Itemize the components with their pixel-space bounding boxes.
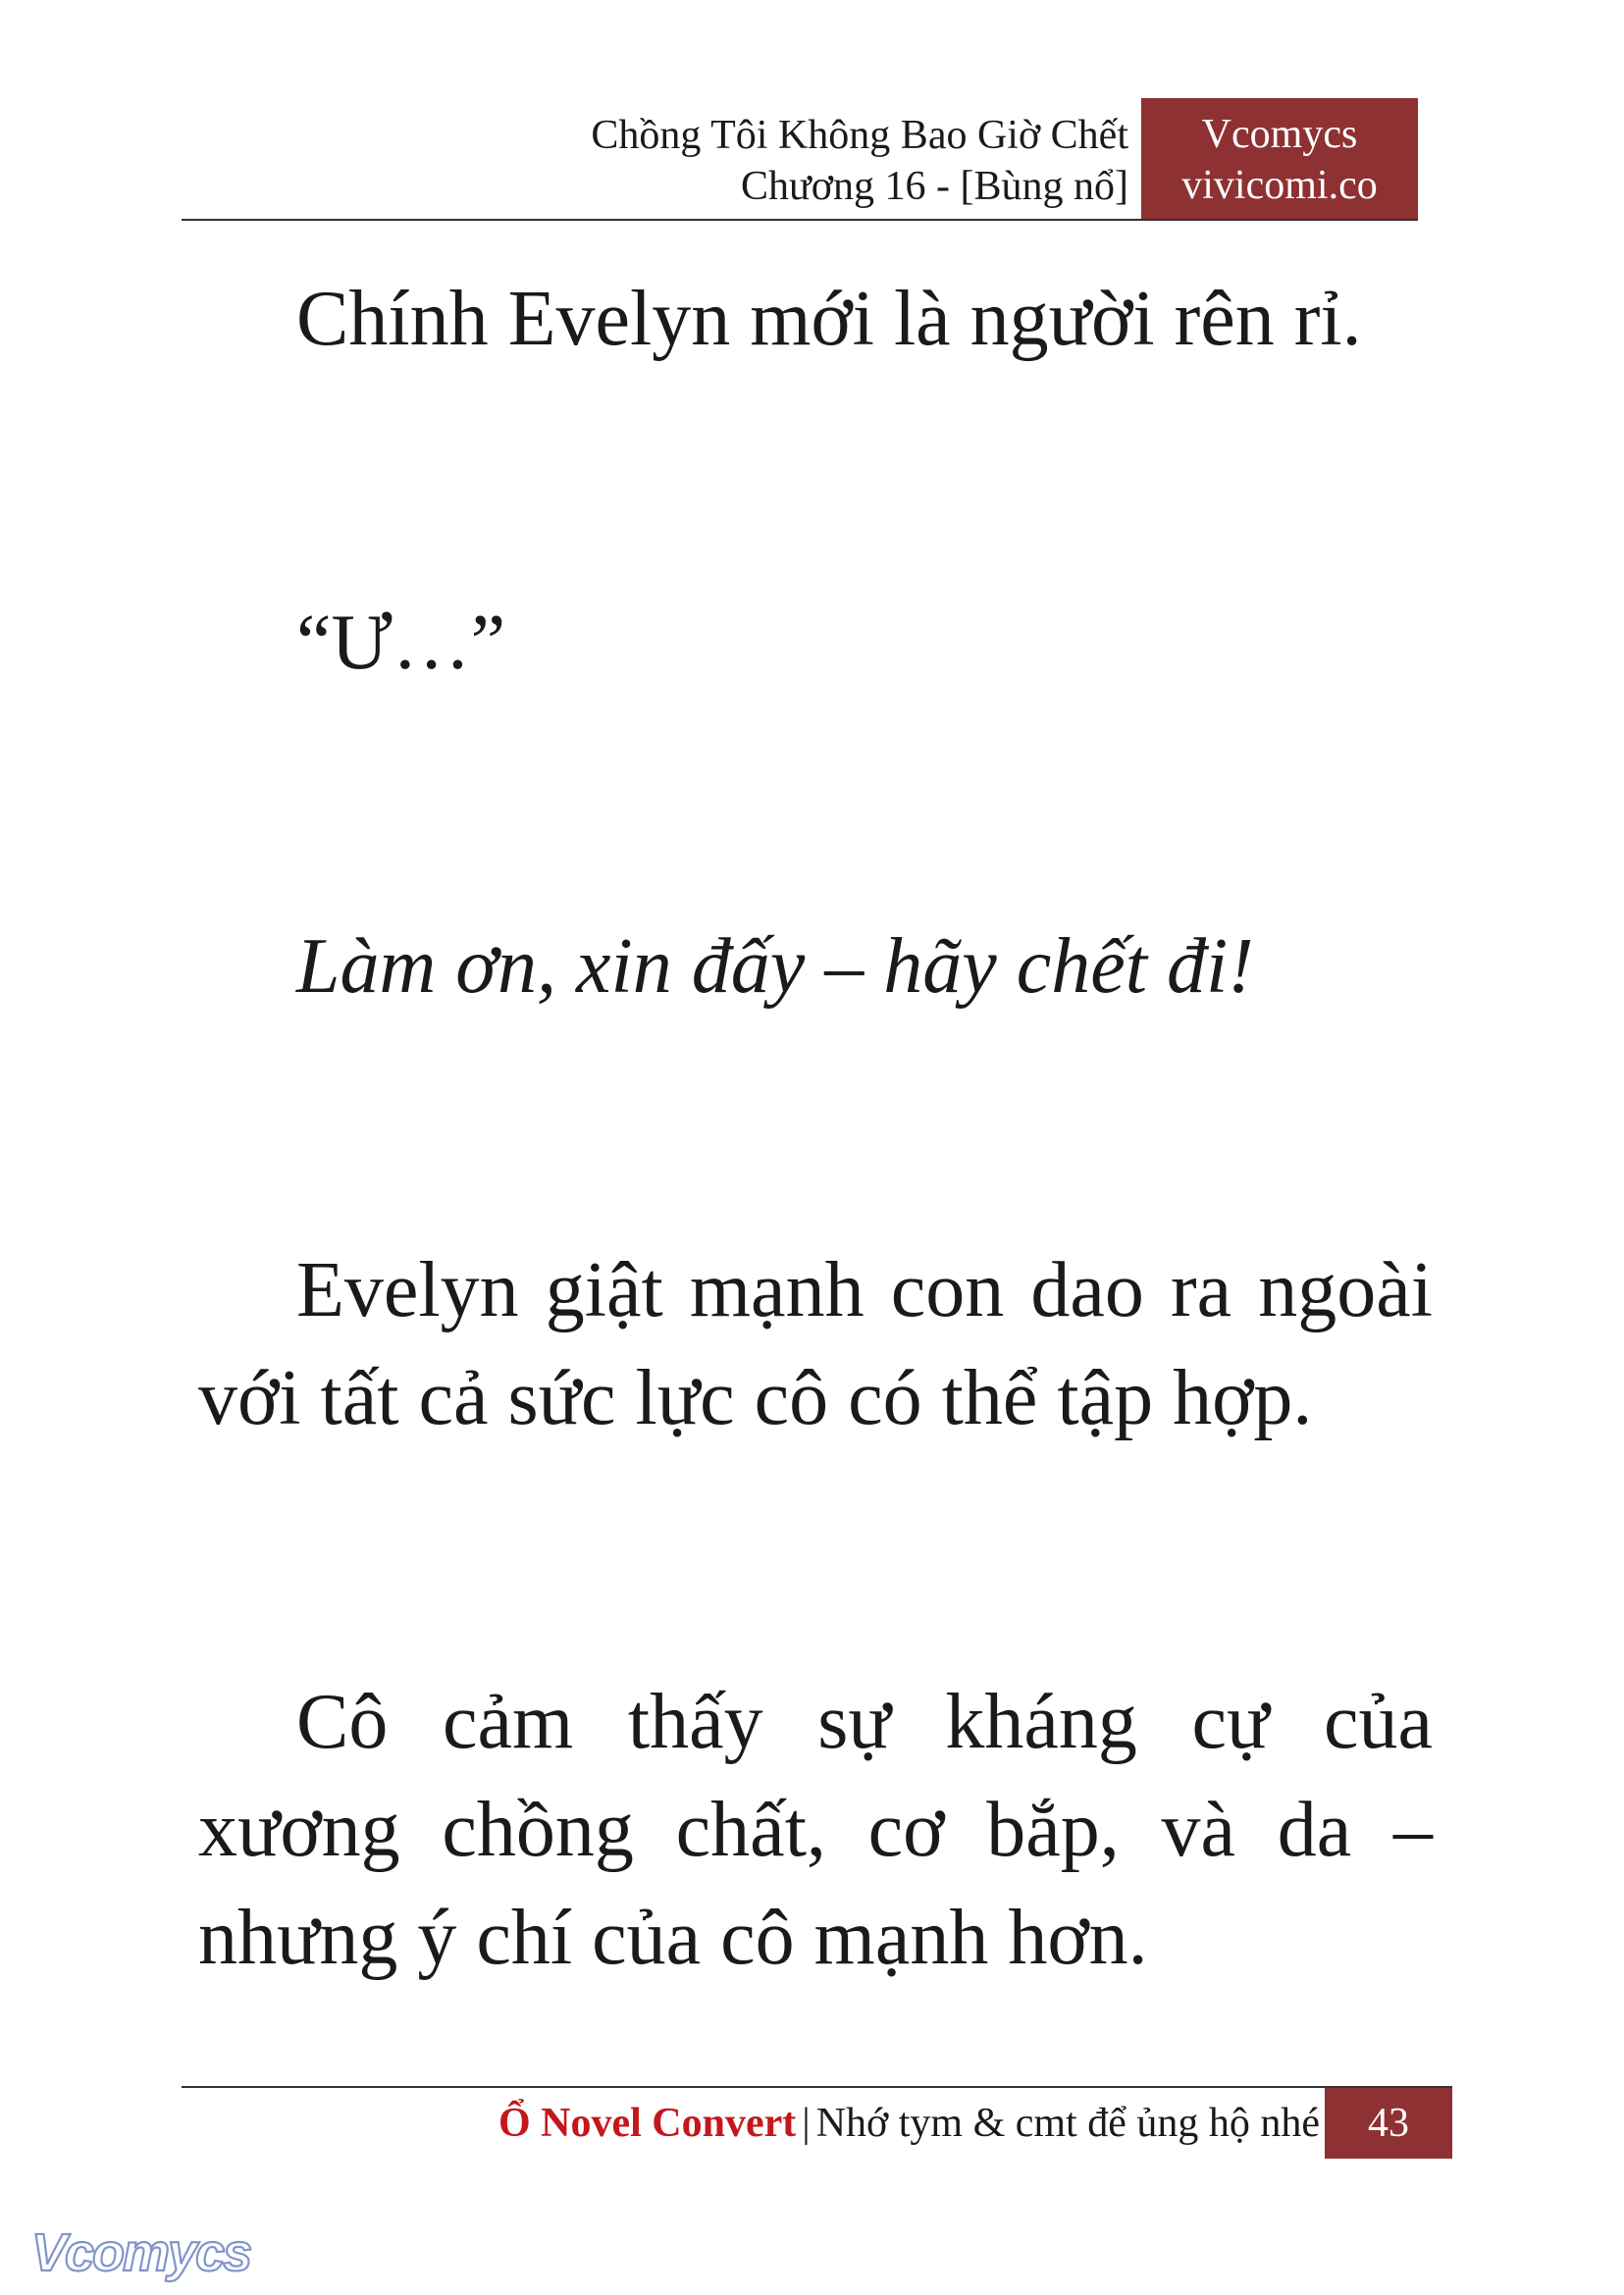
- paragraph: Evelyn giật mạnh con dao ra ngoài với tất cả sức lực cô có thể tập hợp.: [198, 1247, 1433, 1441]
- header-divider: [182, 219, 1418, 221]
- footer-brand: Ổ Novel Convert: [498, 2101, 797, 2146]
- vcomycs-logo-watermark: [27, 2219, 253, 2288]
- chapter-body: [198, 265, 1433, 1992]
- footer-text: [498, 2096, 1320, 2151]
- book-title: Chồng Tôi Không Bao Giờ Chết: [591, 113, 1128, 158]
- page-header: [182, 98, 1418, 220]
- footer-message: Nhớ tym & cmt để ủng hộ nhé: [815, 2101, 1320, 2146]
- publisher-site: vivicomi.co: [1181, 163, 1378, 208]
- paragraph: Cô cảm thấy sự kháng cự của xương chồng chất, cơ bắp, và da – nhưng ý chí của cô mạnh hơn.: [198, 1679, 1433, 1981]
- paragraph: Chính Evelyn mới là người rên rỉ.: [296, 276, 1362, 362]
- publisher-badge: [1141, 98, 1418, 220]
- header-title-block: [591, 110, 1128, 212]
- footer-separator: |: [802, 2101, 811, 2146]
- page-number: 43: [1325, 2088, 1452, 2159]
- paragraph-italic: Làm ơn, xin đấy – hãy chết đi!: [296, 923, 1254, 1010]
- watermark-text: Vcomycs: [31, 2223, 251, 2282]
- publisher-name: Vcomycs: [1201, 112, 1358, 157]
- chapter-title: Chương 16 - [Bùng nổ]: [741, 164, 1128, 209]
- paragraph: “Ư…”: [296, 600, 506, 686]
- page-footer: [182, 2088, 1452, 2159]
